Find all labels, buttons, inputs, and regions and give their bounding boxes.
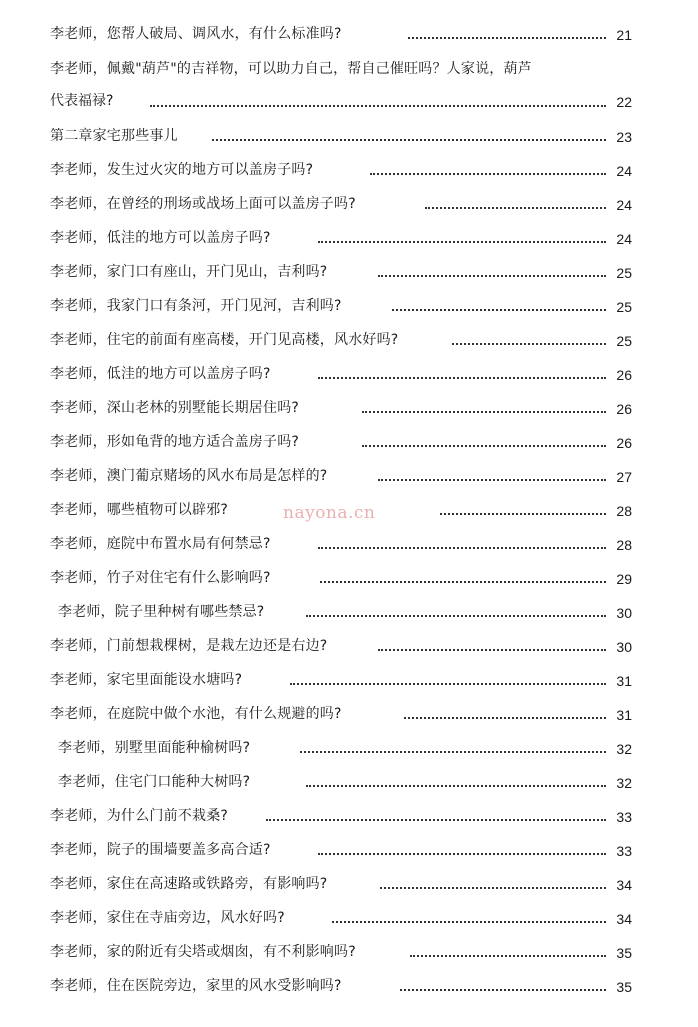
toc-entry-page: 33 bbox=[616, 809, 632, 825]
dot-leader bbox=[212, 139, 606, 141]
toc-entry-page: 31 bbox=[616, 673, 632, 689]
dot-leader bbox=[440, 513, 606, 515]
toc-entry[interactable] bbox=[0, 160, 698, 190]
dot-leader bbox=[332, 921, 606, 923]
dot-leader bbox=[266, 819, 606, 821]
toc-entry-page: 21 bbox=[616, 27, 632, 43]
toc-entry-title: 李老师，我家门口有条河，开门见河，吉利吗? bbox=[50, 298, 342, 314]
toc-entry-title: 李老师，住宅的前面有座高楼，开门见高楼，风水好吗? bbox=[50, 332, 399, 348]
toc-entry-page: 24 bbox=[616, 163, 632, 179]
toc-entry-title: 李老师，家住在寺庙旁边，风水好吗? bbox=[50, 910, 285, 926]
toc-entry[interactable] bbox=[0, 874, 698, 904]
toc-entry[interactable] bbox=[0, 59, 698, 123]
toc-entry[interactable] bbox=[0, 670, 698, 700]
toc-entry-title: 李老师，住在医院旁边，家里的风水受影响吗? bbox=[50, 978, 342, 994]
toc-entry[interactable] bbox=[0, 568, 698, 598]
toc-entry-title: 李老师，家的附近有尖塔或烟囱，有不利影响吗? bbox=[50, 944, 356, 960]
toc-entry-page: 35 bbox=[616, 945, 632, 961]
toc-entry-page: 24 bbox=[616, 197, 632, 213]
toc-entry[interactable] bbox=[0, 296, 698, 326]
dot-leader bbox=[400, 989, 606, 991]
toc-entry-title: 李老师，形如龟背的地方适合盖房子吗? bbox=[50, 434, 300, 450]
toc-entry-title: 李老师，家门口有座山，开门见山，吉利吗? bbox=[50, 264, 328, 280]
toc-entry-page: 23 bbox=[616, 129, 632, 145]
watermark: nayona.cn bbox=[283, 503, 376, 523]
dot-leader bbox=[320, 581, 606, 583]
dot-leader bbox=[150, 105, 606, 107]
toc-entry[interactable] bbox=[0, 806, 698, 836]
toc-entry-title: 李老师，深山老林的别墅能长期居住吗? bbox=[50, 400, 300, 416]
toc-entry[interactable] bbox=[0, 330, 698, 360]
dot-leader bbox=[378, 479, 606, 481]
toc-entry[interactable] bbox=[0, 228, 698, 258]
toc-entry-page: 28 bbox=[616, 503, 632, 519]
dot-leader bbox=[300, 751, 606, 753]
toc-entry[interactable] bbox=[0, 262, 698, 292]
toc-entry[interactable] bbox=[0, 534, 698, 564]
dot-leader bbox=[378, 649, 606, 651]
toc-entry-title: 李老师，院子的围墙要盖多高合适? bbox=[50, 842, 271, 858]
dot-leader bbox=[318, 547, 606, 549]
toc-entry-page: 29 bbox=[616, 571, 632, 587]
toc-entry[interactable] bbox=[0, 738, 698, 768]
toc-entry-page: 27 bbox=[616, 469, 632, 485]
toc-entry-title: 李老师，住宅门口能种大树吗? bbox=[58, 774, 251, 790]
toc-entry-title: 李老师，哪些植物可以辟邪? bbox=[50, 502, 229, 518]
toc-entry[interactable] bbox=[0, 636, 698, 666]
toc-entry-page: 22 bbox=[616, 94, 632, 110]
dot-leader bbox=[404, 717, 606, 719]
toc-entry-page: 30 bbox=[616, 605, 632, 621]
dot-leader bbox=[306, 785, 606, 787]
toc-entry-page: 25 bbox=[616, 299, 632, 315]
toc-entry-title: 李老师，低洼的地方可以盖房子吗? bbox=[50, 366, 271, 382]
dot-leader bbox=[318, 377, 606, 379]
dot-leader bbox=[362, 445, 606, 447]
dot-leader bbox=[318, 241, 606, 243]
dot-leader bbox=[290, 683, 606, 685]
toc-entry[interactable] bbox=[0, 24, 698, 54]
toc-entry-title: 李老师，庭院中布置水局有何禁忌? bbox=[50, 536, 271, 552]
toc-entry-title: 李老师，在曾经的刑场或战场上面可以盖房子吗? bbox=[50, 196, 356, 212]
toc-entry-title: 李老师，在庭院中做个水池，有什么规避的吗? bbox=[50, 706, 342, 722]
toc-entry[interactable] bbox=[0, 194, 698, 224]
dot-leader bbox=[378, 275, 606, 277]
toc-entry-title: 李老师，您帮人破局、调风水，有什么标准吗? bbox=[50, 26, 342, 42]
toc-entry-title: 李老师，门前想栽棵树，是栽左边还是右边? bbox=[50, 638, 328, 654]
toc-entry[interactable] bbox=[0, 602, 698, 632]
toc-entry-page: 25 bbox=[616, 333, 632, 349]
toc-entry-title: 李老师，澳门葡京赌场的风水布局是怎样的? bbox=[50, 468, 328, 484]
toc-entry-page: 26 bbox=[616, 401, 632, 417]
dot-leader bbox=[425, 207, 606, 209]
toc-entry[interactable] bbox=[0, 432, 698, 462]
toc-entry-title: 李老师，为什么门前不栽桑? bbox=[50, 808, 229, 824]
dot-leader bbox=[410, 955, 606, 957]
dot-leader bbox=[370, 173, 606, 175]
toc-entry-title: 李老师，佩戴"葫芦"的吉祥物，可以助力自己，帮自己催旺吗？人家说，葫芦 bbox=[50, 61, 532, 77]
toc-entry[interactable] bbox=[0, 976, 698, 1006]
dot-leader bbox=[408, 37, 606, 39]
toc-entry-page: 31 bbox=[616, 707, 632, 723]
toc-entry-page: 24 bbox=[616, 231, 632, 247]
dot-leader bbox=[452, 343, 606, 345]
toc-entry-title: 李老师，竹子对住宅有什么影响吗? bbox=[50, 570, 271, 586]
toc-entry-title: 李老师，家住在高速路或铁路旁，有影响吗? bbox=[50, 876, 328, 892]
toc-entry-page: 34 bbox=[616, 911, 632, 927]
dot-leader bbox=[380, 887, 606, 889]
toc-entry-page: 32 bbox=[616, 775, 632, 791]
toc-entry-page: 33 bbox=[616, 843, 632, 859]
toc-entry[interactable] bbox=[0, 772, 698, 802]
toc-entry-page: 25 bbox=[616, 265, 632, 281]
toc-entry-page: 26 bbox=[616, 367, 632, 383]
toc-entry-page: 34 bbox=[616, 877, 632, 893]
toc-entry-page: 26 bbox=[616, 435, 632, 451]
toc-entry-page: 32 bbox=[616, 741, 632, 757]
toc-entry-page: 35 bbox=[616, 979, 632, 995]
toc-entry[interactable] bbox=[0, 398, 698, 428]
toc-entry-page: 28 bbox=[616, 537, 632, 553]
toc-entry[interactable] bbox=[0, 840, 698, 870]
toc-entry-title: 第二章家宅那些事儿 bbox=[50, 128, 178, 144]
dot-leader bbox=[362, 411, 606, 413]
toc-entry[interactable] bbox=[0, 126, 698, 156]
toc-entry[interactable] bbox=[0, 942, 698, 972]
toc-entry-title: 李老师，低洼的地方可以盖房子吗? bbox=[50, 230, 271, 246]
toc-entry-title: 李老师，家宅里面能设水塘吗? bbox=[50, 672, 243, 688]
toc-entry-title: 李老师，院子里种树有哪些禁忌? bbox=[58, 604, 265, 620]
toc-entry[interactable] bbox=[0, 908, 698, 938]
toc-entry-page: 30 bbox=[616, 639, 632, 655]
toc-entry-title: 李老师，发生过火灾的地方可以盖房子吗? bbox=[50, 162, 314, 178]
dot-leader bbox=[306, 615, 606, 617]
toc-entry[interactable] bbox=[0, 704, 698, 734]
toc-entry[interactable] bbox=[0, 364, 698, 394]
toc-entry-title: 李老师，别墅里面能种榆树吗? bbox=[58, 740, 251, 756]
toc-entry[interactable] bbox=[0, 466, 698, 496]
dot-leader bbox=[392, 309, 606, 311]
toc-entry-title-continued: 代表福禄? bbox=[50, 93, 114, 109]
dot-leader bbox=[318, 853, 606, 855]
